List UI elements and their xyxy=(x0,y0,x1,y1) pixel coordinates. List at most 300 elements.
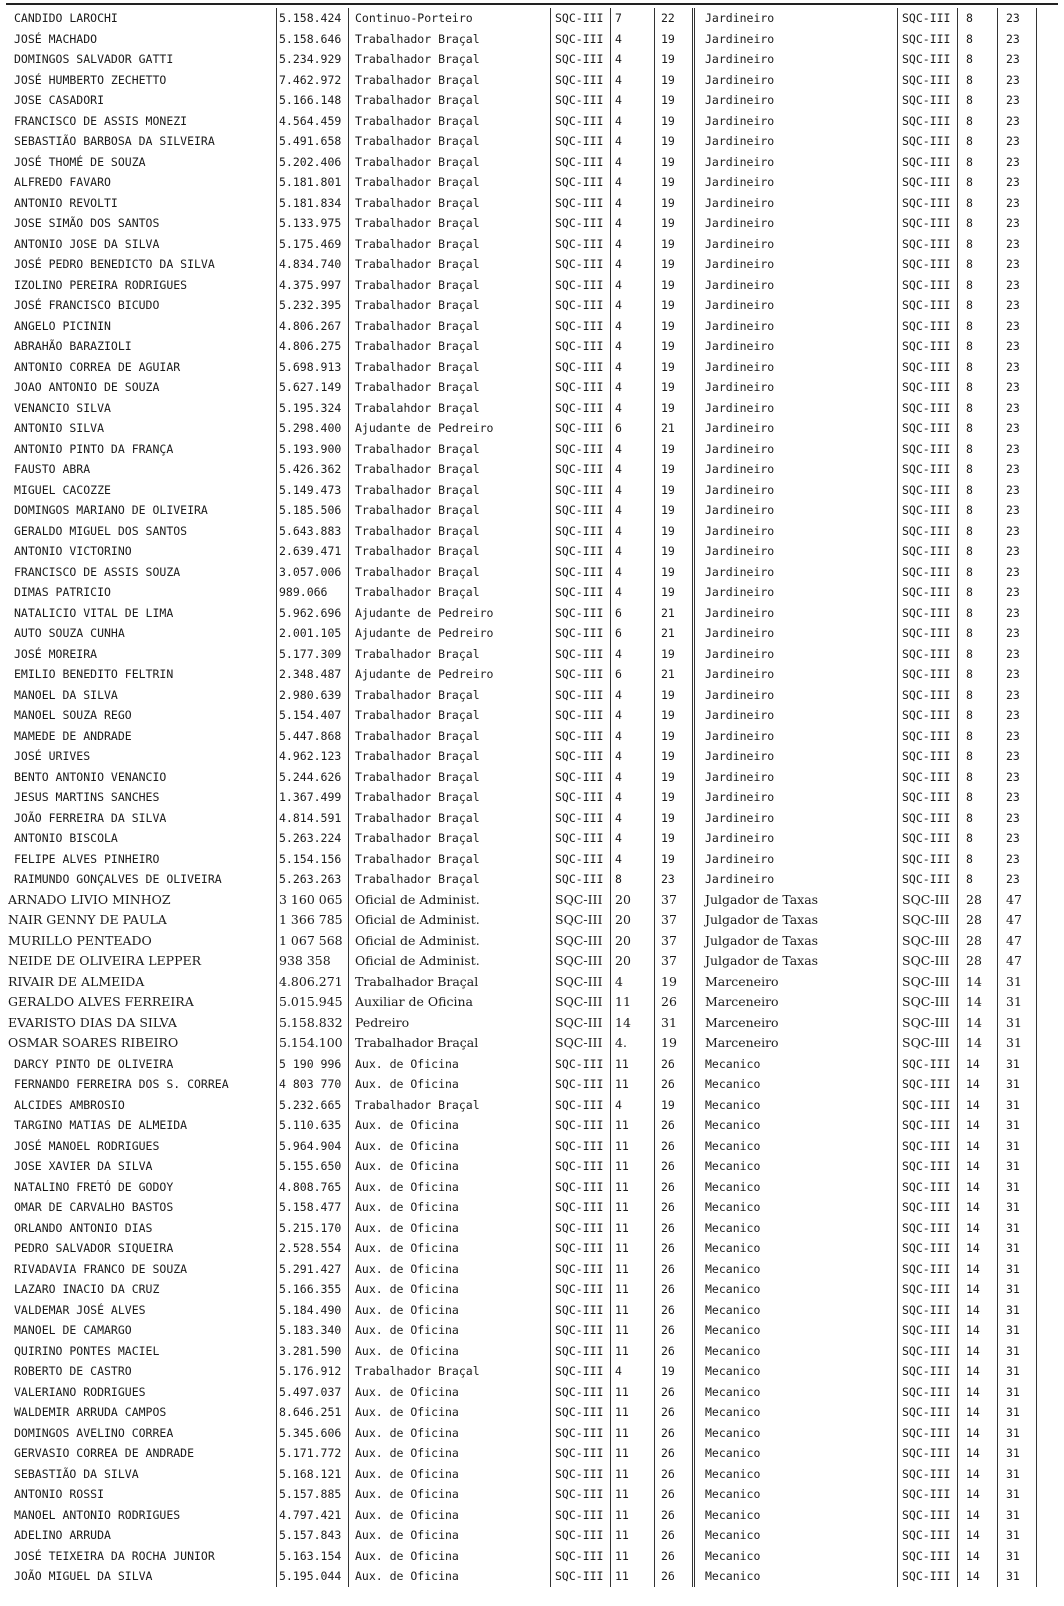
new-level: 23 xyxy=(997,582,1037,603)
new-level: 23 xyxy=(997,90,1037,111)
employee-name: RIVADAVIA FRANCO DE SOUZA xyxy=(14,1261,188,1276)
new-reference: SQC-III xyxy=(897,869,957,890)
current-position: Aux. de Oficina xyxy=(348,1566,538,1587)
current-level: 26 xyxy=(654,1259,692,1280)
current-level: 21 xyxy=(654,418,692,439)
current-grade: 11 xyxy=(610,1341,654,1362)
current-grade: 8 xyxy=(610,869,654,890)
registration-number: 5.298.400 xyxy=(276,418,348,439)
current-level: 37 xyxy=(654,890,692,911)
current-grade: 4 xyxy=(610,787,654,808)
table-row xyxy=(0,910,1064,931)
new-reference: SQC-III xyxy=(897,644,957,665)
registration-number: 5 190 996 xyxy=(276,1054,348,1075)
current-position: Aux. de Oficina xyxy=(348,1464,538,1485)
current-level: 19 xyxy=(654,808,692,829)
current-reference: SQC-III xyxy=(550,1320,610,1341)
new-level: 31 xyxy=(997,1136,1037,1157)
current-reference: SQC-III xyxy=(550,541,610,562)
current-grade: 4 xyxy=(610,726,654,747)
registration-number: 5.193.900 xyxy=(276,439,348,460)
current-position: Trabalhador Braçal xyxy=(348,1095,538,1116)
registration-number: 5.149.473 xyxy=(276,480,348,501)
current-grade: 20 xyxy=(610,890,654,911)
new-reference: SQC-III xyxy=(897,111,957,132)
employee-name: FERNANDO FERREIRA DOS S. CORREA xyxy=(14,1077,229,1091)
current-grade: 11 xyxy=(610,1218,654,1239)
new-reference: SQC-III xyxy=(897,459,957,480)
new-position: Jardineiro xyxy=(692,521,897,542)
registration-number: 5.171.772 xyxy=(276,1443,348,1464)
current-level: 26 xyxy=(654,1505,692,1526)
new-grade: 8 xyxy=(957,849,997,870)
new-level: 23 xyxy=(997,439,1037,460)
employee-name: VENANCIO SILVA xyxy=(14,400,111,415)
registration-number: 5.184.490 xyxy=(276,1300,348,1321)
new-level: 23 xyxy=(997,49,1037,70)
new-position: Mecanico xyxy=(692,1341,897,1362)
current-level: 26 xyxy=(654,1566,692,1587)
current-position: Trabalhador Braçal xyxy=(348,726,538,747)
current-reference: SQC-III xyxy=(550,316,610,337)
new-reference: SQC-III xyxy=(897,1033,957,1054)
new-position: Jardineiro xyxy=(692,418,897,439)
new-reference: SQC-III xyxy=(897,1423,957,1444)
current-grade: 11 xyxy=(610,1546,654,1567)
table-row xyxy=(0,705,1064,726)
current-grade: 11 xyxy=(610,1074,654,1095)
employee-name: JOAO ANTONIO DE SOUZA xyxy=(14,380,160,394)
current-reference: SQC-III xyxy=(550,869,610,890)
current-level: 19 xyxy=(654,972,692,993)
new-position: Jardineiro xyxy=(692,275,897,296)
registration-number: 5.158.832 xyxy=(276,1013,348,1034)
current-reference: SQC-III xyxy=(550,685,610,706)
current-grade: 4 xyxy=(610,29,654,50)
current-level: 26 xyxy=(654,1218,692,1239)
new-level: 23 xyxy=(997,70,1037,91)
employee-name: ROBERTO DE CASTRO xyxy=(14,1364,132,1378)
new-level: 23 xyxy=(997,869,1037,890)
current-reference: SQC-III xyxy=(550,500,610,521)
current-position: Aux. de Oficina xyxy=(348,1156,538,1177)
table-row xyxy=(0,685,1064,706)
new-position: Jardineiro xyxy=(692,152,897,173)
current-grade: 4 xyxy=(610,152,654,173)
new-level: 31 xyxy=(997,1218,1037,1239)
current-level: 26 xyxy=(654,1546,692,1567)
employee-name: ANTONIO ROSSI xyxy=(14,1487,105,1501)
registration-number: 5.157.885 xyxy=(276,1484,348,1505)
current-position: Trabalhador Braçal xyxy=(348,172,538,193)
registration-number: 3.281.590 xyxy=(276,1341,348,1362)
new-position: Mecanico xyxy=(692,1566,897,1587)
registration-number: 4.834.740 xyxy=(276,254,348,275)
current-position: Trabalhador Braçal xyxy=(348,90,538,111)
employee-name: MAMEDE DE ANDRADE xyxy=(14,728,132,743)
new-level: 31 xyxy=(997,1074,1037,1095)
registration-number: 5.158.424 xyxy=(276,8,348,29)
current-position: Trabalhador Braçal xyxy=(348,828,538,849)
employee-name: CANDIDO LAROCHI xyxy=(14,11,118,25)
current-grade: 4 xyxy=(610,521,654,542)
new-level: 31 xyxy=(997,1033,1037,1054)
new-position: Marceneiro xyxy=(692,1013,897,1034)
employee-name: MANOEL ANTONIO RODRIGUES xyxy=(14,1507,181,1522)
current-reference: SQC-III xyxy=(550,1074,610,1095)
new-reference: SQC-III xyxy=(897,1054,957,1075)
table-row xyxy=(0,111,1064,132)
new-reference: SQC-III xyxy=(897,808,957,829)
new-grade: 14 xyxy=(957,1259,997,1280)
current-reference: SQC-III xyxy=(550,951,610,972)
current-reference: SQC-III xyxy=(550,828,610,849)
current-grade: 4 xyxy=(610,254,654,275)
current-reference: SQC-III xyxy=(550,70,610,91)
current-level: 19 xyxy=(654,111,692,132)
new-grade: 28 xyxy=(957,910,997,931)
current-grade: 4 xyxy=(610,439,654,460)
current-position: Trabalhador Braçal xyxy=(348,849,538,870)
current-position: Trabalhador Braçal xyxy=(348,459,538,480)
employee-name: MANOEL SOUZA REGO xyxy=(14,708,132,722)
new-reference: SQC-III xyxy=(897,685,957,706)
current-position: Ajudante de Pedreiro xyxy=(348,664,538,685)
new-reference: SQC-III xyxy=(897,254,957,275)
new-grade: 14 xyxy=(957,1095,997,1116)
registration-number: 5.962.696 xyxy=(276,603,348,624)
current-position: Trabalhador Braçal xyxy=(348,746,538,767)
current-grade: 4 xyxy=(610,562,654,583)
new-position: Mecanico xyxy=(692,1074,897,1095)
new-position: Jardineiro xyxy=(692,541,897,562)
current-reference: SQC-III xyxy=(550,480,610,501)
current-grade: 4 xyxy=(610,500,654,521)
new-position: Mecanico xyxy=(692,1525,897,1546)
new-level: 23 xyxy=(997,111,1037,132)
new-grade: 14 xyxy=(957,1382,997,1403)
registration-number: 5.154.156 xyxy=(276,849,348,870)
table-row xyxy=(0,398,1064,419)
current-reference: SQC-III xyxy=(550,644,610,665)
registration-number: 5.158.646 xyxy=(276,29,348,50)
new-grade: 8 xyxy=(957,582,997,603)
current-position: Trabalhador Braçal xyxy=(348,213,538,234)
new-grade: 8 xyxy=(957,377,997,398)
current-grade: 14 xyxy=(610,1013,654,1034)
new-level: 23 xyxy=(997,828,1037,849)
current-position: Trabalhador Braçal xyxy=(348,972,538,993)
current-grade: 6 xyxy=(610,418,654,439)
current-grade: 4. xyxy=(610,1033,654,1054)
current-reference: SQC-III xyxy=(550,726,610,747)
current-level: 37 xyxy=(654,910,692,931)
table-row xyxy=(0,828,1064,849)
new-position: Jardineiro xyxy=(692,459,897,480)
registration-number: 7.462.972 xyxy=(276,70,348,91)
new-position: Jardineiro xyxy=(692,131,897,152)
current-position: Trabalhador Braçal xyxy=(348,254,538,275)
current-level: 19 xyxy=(654,316,692,337)
registration-number: 5.215.170 xyxy=(276,1218,348,1239)
current-level: 19 xyxy=(654,746,692,767)
current-reference: SQC-III xyxy=(550,1095,610,1116)
new-level: 47 xyxy=(997,890,1037,911)
employee-name: ANTONIO PINTO DA FRANÇA xyxy=(14,441,174,456)
current-grade: 4 xyxy=(610,131,654,152)
current-level: 26 xyxy=(654,1464,692,1485)
new-reference: SQC-III xyxy=(897,1382,957,1403)
new-grade: 14 xyxy=(957,1525,997,1546)
current-level: 21 xyxy=(654,623,692,644)
registration-number: 2.528.554 xyxy=(276,1238,348,1259)
new-position: Jardineiro xyxy=(692,49,897,70)
new-grade: 8 xyxy=(957,869,997,890)
new-reference: SQC-III xyxy=(897,972,957,993)
new-level: 23 xyxy=(997,275,1037,296)
table-row xyxy=(0,1279,1064,1300)
table-row xyxy=(0,664,1064,685)
new-reference: SQC-III xyxy=(897,49,957,70)
current-position: Trabalhador Braçal xyxy=(348,152,538,173)
employee-name: JOSE XAVIER DA SILVA xyxy=(14,1159,153,1173)
registration-number: 4.962.123 xyxy=(276,746,348,767)
new-reference: SQC-III xyxy=(897,213,957,234)
current-reference: SQC-III xyxy=(550,1423,610,1444)
new-reference: SQC-III xyxy=(897,275,957,296)
registration-number: 2.348.487 xyxy=(276,664,348,685)
current-reference: SQC-III xyxy=(550,8,610,29)
registration-number: 5.232.665 xyxy=(276,1095,348,1116)
current-level: 21 xyxy=(654,664,692,685)
new-position: Jardineiro xyxy=(692,603,897,624)
new-grade: 14 xyxy=(957,1279,997,1300)
registration-number: 4.564.459 xyxy=(276,111,348,132)
current-position: Trabalhador Braçal xyxy=(348,29,538,50)
new-reference: SQC-III xyxy=(897,1300,957,1321)
current-grade: 4 xyxy=(610,767,654,788)
new-level: 31 xyxy=(997,1238,1037,1259)
employee-name: ANTONIO REVOLTI xyxy=(14,195,118,210)
current-grade: 11 xyxy=(610,1525,654,1546)
new-reference: SQC-III xyxy=(897,1443,957,1464)
new-reference: SQC-III xyxy=(897,1197,957,1218)
new-position: Jardineiro xyxy=(692,623,897,644)
current-level: 19 xyxy=(654,70,692,91)
new-grade: 8 xyxy=(957,705,997,726)
new-grade: 8 xyxy=(957,275,997,296)
new-position: Mecanico xyxy=(692,1197,897,1218)
new-position: Jardineiro xyxy=(692,787,897,808)
new-level: 23 xyxy=(997,418,1037,439)
current-reference: SQC-III xyxy=(550,808,610,829)
current-level: 19 xyxy=(654,357,692,378)
current-position: Pedreiro xyxy=(348,1013,538,1034)
new-position: Jardineiro xyxy=(692,582,897,603)
current-grade: 4 xyxy=(610,377,654,398)
new-reference: SQC-III xyxy=(897,1177,957,1198)
new-level: 47 xyxy=(997,931,1037,952)
new-reference: SQC-III xyxy=(897,787,957,808)
table-row xyxy=(0,644,1064,665)
table-row xyxy=(0,1443,1064,1464)
new-grade: 8 xyxy=(957,152,997,173)
new-position: Jardineiro xyxy=(692,8,897,29)
current-level: 19 xyxy=(654,336,692,357)
current-reference: SQC-III xyxy=(550,623,610,644)
current-level: 31 xyxy=(654,1013,692,1034)
current-position: Trabalhador Braçal xyxy=(348,500,538,521)
current-position: Aux. de Oficina xyxy=(348,1279,538,1300)
registration-number: 5.263.263 xyxy=(276,869,348,890)
current-grade: 4 xyxy=(610,90,654,111)
new-position: Jardineiro xyxy=(692,111,897,132)
new-reference: SQC-III xyxy=(897,500,957,521)
employee-name: FAUSTO ABRA xyxy=(14,462,91,476)
employee-name: NAIR GENNY DE PAULA xyxy=(8,912,167,927)
current-grade: 4 xyxy=(610,972,654,993)
current-position: Aux. de Oficina xyxy=(348,1382,538,1403)
current-position: Trabalhador Braçal xyxy=(348,193,538,214)
table-row xyxy=(0,49,1064,70)
new-level: 31 xyxy=(997,1259,1037,1280)
new-position: Jardineiro xyxy=(692,705,897,726)
new-grade: 14 xyxy=(957,1033,997,1054)
new-position: Jardineiro xyxy=(692,29,897,50)
current-reference: SQC-III xyxy=(550,275,610,296)
current-reference: SQC-III xyxy=(550,890,610,911)
new-level: 31 xyxy=(997,1177,1037,1198)
current-reference: SQC-III xyxy=(550,1033,610,1054)
new-level: 23 xyxy=(997,193,1037,214)
current-position: Aux. de Oficina xyxy=(348,1320,538,1341)
current-grade: 11 xyxy=(610,1259,654,1280)
new-grade: 8 xyxy=(957,828,997,849)
table-row xyxy=(0,500,1064,521)
registration-number: 5.158.477 xyxy=(276,1197,348,1218)
employee-name: GERALDO ALVES FERREIRA xyxy=(8,994,194,1009)
new-grade: 8 xyxy=(957,49,997,70)
current-level: 19 xyxy=(654,644,692,665)
new-level: 23 xyxy=(997,377,1037,398)
current-position: Continuo-Porteiro xyxy=(348,8,538,29)
new-grade: 14 xyxy=(957,1423,997,1444)
new-grade: 8 xyxy=(957,336,997,357)
new-reference: SQC-III xyxy=(897,910,957,931)
table-row xyxy=(0,193,1064,214)
registration-number: 5.110.635 xyxy=(276,1115,348,1136)
new-position: Jardineiro xyxy=(692,767,897,788)
current-level: 26 xyxy=(654,1484,692,1505)
employee-name: ARNADO LIVIO MINHOZ xyxy=(8,891,171,907)
current-level: 26 xyxy=(654,1402,692,1423)
current-grade: 4 xyxy=(610,357,654,378)
current-grade: 4 xyxy=(610,111,654,132)
new-level: 23 xyxy=(997,254,1037,275)
new-position: Julgador de Taxas xyxy=(692,951,897,972)
new-position: Mecanico xyxy=(692,1218,897,1239)
current-position: Trabalhador Braçal xyxy=(348,705,538,726)
current-position: Aux. de Oficina xyxy=(348,1177,538,1198)
registration-number: 4.814.591 xyxy=(276,808,348,829)
new-grade: 8 xyxy=(957,29,997,50)
current-level: 26 xyxy=(654,1156,692,1177)
employee-name: FRANCISCO DE ASSIS MONEZI xyxy=(14,113,188,128)
new-reference: SQC-III xyxy=(897,1238,957,1259)
new-grade: 14 xyxy=(957,1402,997,1423)
new-position: Mecanico xyxy=(692,1156,897,1177)
new-grade: 8 xyxy=(957,234,997,255)
new-level: 23 xyxy=(997,234,1037,255)
current-reference: SQC-III xyxy=(550,787,610,808)
current-position: Oficial de Administ. xyxy=(348,931,538,952)
new-level: 31 xyxy=(997,1484,1037,1505)
new-position: Jardineiro xyxy=(692,336,897,357)
registration-number: 2.639.471 xyxy=(276,541,348,562)
employee-name: DOMINGOS MARIANO DE OLIVEIRA xyxy=(14,503,208,517)
current-grade: 11 xyxy=(610,1177,654,1198)
registration-number: 2.001.105 xyxy=(276,623,348,644)
new-level: 23 xyxy=(997,480,1037,501)
new-level: 23 xyxy=(997,29,1037,50)
new-grade: 8 xyxy=(957,787,997,808)
new-grade: 8 xyxy=(957,439,997,460)
current-level: 26 xyxy=(654,1525,692,1546)
current-grade: 11 xyxy=(610,1423,654,1444)
new-position: Jardineiro xyxy=(692,213,897,234)
new-level: 31 xyxy=(997,1197,1037,1218)
current-grade: 4 xyxy=(610,70,654,91)
new-reference: SQC-III xyxy=(897,8,957,29)
employee-name: JOSE CASADORI xyxy=(14,93,105,107)
new-grade: 8 xyxy=(957,193,997,214)
current-reference: SQC-III xyxy=(550,1300,610,1321)
current-grade: 4 xyxy=(610,480,654,501)
table-row xyxy=(0,767,1064,788)
employee-name: FELIPE ALVES PINHEIRO xyxy=(14,851,160,866)
registration-number: 5.202.406 xyxy=(276,152,348,173)
current-position: Aux. de Oficina xyxy=(348,1238,538,1259)
employee-name: BENTO ANTONIO VENANCIO xyxy=(14,769,167,784)
new-grade: 8 xyxy=(957,295,997,316)
employee-name: OMAR DE CARVALHO BASTOS xyxy=(14,1200,174,1214)
current-grade: 4 xyxy=(610,828,654,849)
new-level: 23 xyxy=(997,213,1037,234)
current-position: Oficial de Administ. xyxy=(348,951,538,972)
employee-name: JOSÉ MACHADO xyxy=(14,31,98,46)
new-level: 23 xyxy=(997,705,1037,726)
new-level: 31 xyxy=(997,1382,1037,1403)
new-grade: 8 xyxy=(957,726,997,747)
new-grade: 14 xyxy=(957,1197,997,1218)
current-grade: 11 xyxy=(610,1320,654,1341)
employee-name: NEIDE DE OLIVEIRA LEPPER xyxy=(8,953,202,968)
current-level: 26 xyxy=(654,1279,692,1300)
new-grade: 8 xyxy=(957,767,997,788)
current-grade: 11 xyxy=(610,1197,654,1218)
new-grade: 14 xyxy=(957,1074,997,1095)
employee-name: JOSÉ URIVES xyxy=(14,749,91,763)
registration-number: 938 358 xyxy=(276,951,348,972)
registration-number: 5.154.407 xyxy=(276,705,348,726)
new-level: 31 xyxy=(997,1300,1037,1321)
new-grade: 14 xyxy=(957,1238,997,1259)
table-row xyxy=(0,1484,1064,1505)
table-row xyxy=(0,480,1064,501)
current-grade: 11 xyxy=(610,1279,654,1300)
current-reference: SQC-III xyxy=(550,1177,610,1198)
new-position: Jardineiro xyxy=(692,234,897,255)
